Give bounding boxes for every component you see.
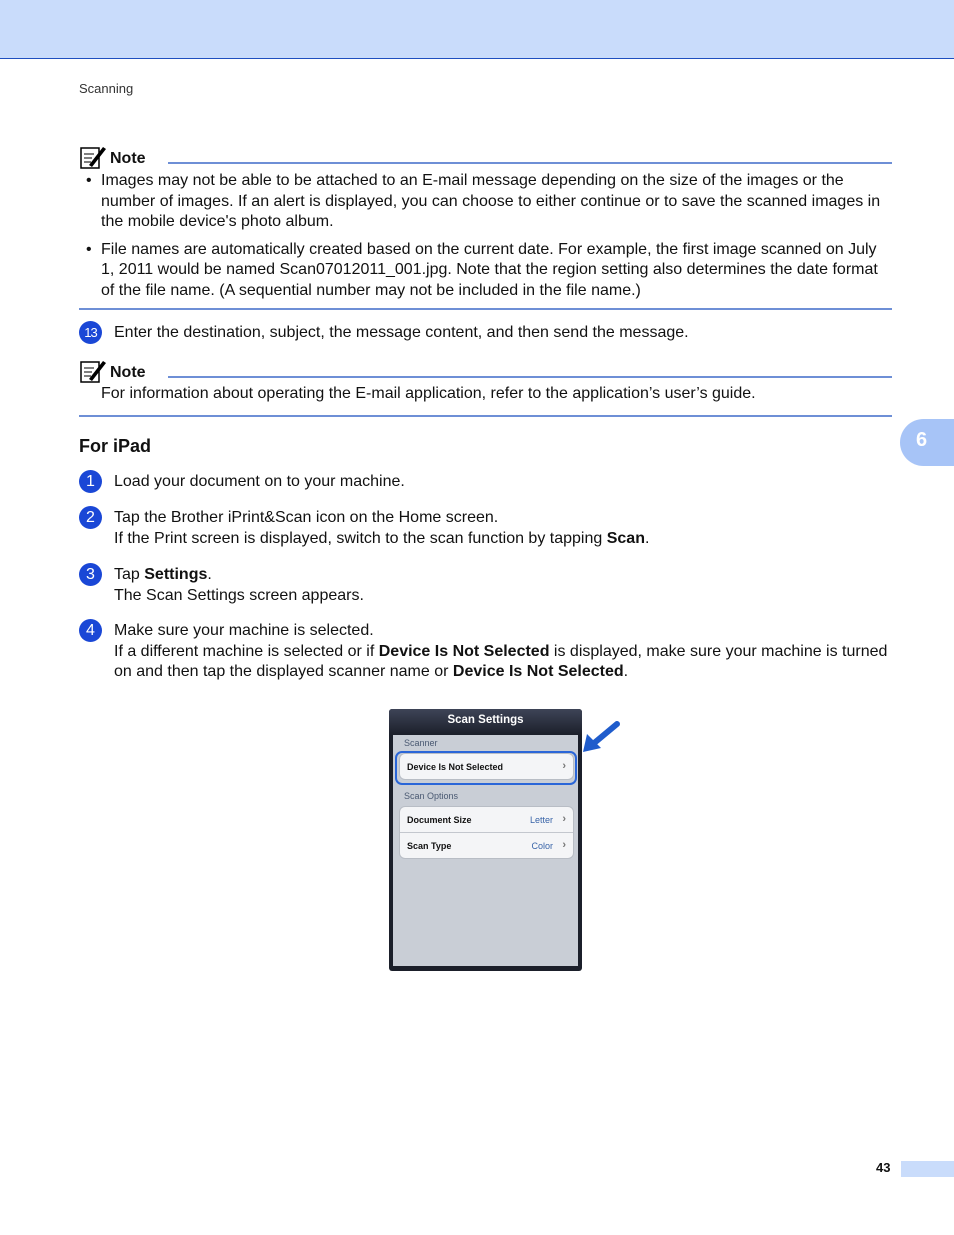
step-text: [114, 621, 894, 683]
step-line: The Scan Settings screen appears.: [114, 586, 364, 604]
note-rule: [168, 376, 892, 378]
note-bullet: • File names are automatically created based on the current date. For example, the first image scanned on July 1, 2011 would be named Scan07012011_001.jpg. Note that the region setting also determines the date format of the file name. (A sequential number may not be included in the file name.): [86, 240, 878, 299]
note-box-2: [79, 364, 892, 417]
note-bullet-text: Images may not be able to be attached to an E-mail message depending on the size of the images or the number of images. If an alert is displayed, you can choose to either continue or to save the scanned images in the mobile device's photo album.: [101, 172, 881, 230]
chapter-number: 6: [916, 429, 928, 451]
note-rule: [168, 162, 892, 164]
screenshot-title: Scan Settings: [447, 714, 524, 726]
settings-keyword: Settings: [144, 566, 208, 583]
step-text: Enter the destination, subject, the message content, and then send the message.: [114, 324, 689, 341]
scan-type-cell[interactable]: [400, 832, 573, 858]
top-header-band: [0, 0, 954, 59]
step-number-badge: 2: [79, 506, 102, 529]
step-number-badge: 13: [79, 321, 102, 344]
step-number-badge: 3: [79, 563, 102, 586]
cell-label: Document Size: [407, 815, 472, 825]
note-bullet: • Images may not be able to be attached to an E-mail message depending on the size of the images or the number of images. If an alert is displayed, you can choose to either continue or to save the scanned images in the mobile device's photo album.: [86, 172, 881, 230]
step-number-badge: 4: [79, 619, 102, 642]
note-bottom-rule: [79, 308, 892, 310]
step-line: Tap the Brother iPrint&Scan icon on the Home screen.: [114, 509, 499, 526]
scan-options-cell-group: [399, 806, 574, 859]
scan-options-group-label: Scan Options: [404, 791, 459, 801]
note-title: Note: [110, 364, 146, 381]
footer-band: [901, 1161, 954, 1177]
note-header: [79, 364, 892, 388]
note-pencil-icon: [79, 358, 107, 384]
section-label: Scanning: [79, 81, 134, 96]
step-line: If the Print screen is displayed, switch to the scan function by tapping Scan.: [114, 529, 650, 547]
document-size-cell[interactable]: [400, 807, 573, 832]
step-text: Load your document on to your machine.: [114, 473, 405, 490]
screenshot-titlebar: [389, 709, 582, 735]
note-bottom-rule: [79, 415, 892, 417]
chevron-right-icon: ›: [562, 813, 566, 825]
step-paragraph: If a different machine is selected or if Device Is Not Selected is displayed, make sure your machine is turned on and then tap the displayed scanner name or Device Is Not Selected.: [114, 642, 888, 680]
pointer-arrow-icon: [581, 720, 621, 754]
chapter-tab: [900, 419, 954, 466]
step-text: [114, 508, 894, 549]
chevron-right-icon: ›: [562, 839, 566, 851]
step-line: Make sure your machine is selected.: [114, 622, 374, 639]
step-line: Tap Settings.: [114, 566, 212, 583]
note-pencil-icon: [79, 144, 107, 170]
note-text: For information about operating the E-mail application, refer to the application’s user’s guide.: [101, 385, 756, 402]
step-text: [114, 565, 894, 606]
scanner-group-label: Scanner: [404, 738, 438, 748]
scan-settings-screenshot: [389, 709, 582, 971]
note-bullet-text: File names are automatically created based on the current date. For example, the first image scanned on July 1, 2011 would be named Scan07012011_001.jpg. Note that the region setting also determines the date format of the file name. (A sequential number may not be included in the file name.): [101, 240, 878, 299]
note-bullet-list: [79, 171, 892, 301]
device-cell-label: Device Is Not Selected: [407, 762, 504, 772]
note-title: Note: [110, 150, 146, 167]
step-number-badge: 1: [79, 470, 102, 493]
cell-value: Color: [531, 841, 553, 851]
cell-label: Scan Type: [407, 841, 452, 851]
cell-value: Letter: [529, 815, 553, 825]
selection-highlight: [395, 751, 577, 785]
chevron-right-icon: ›: [562, 760, 566, 772]
screenshot-body: [393, 735, 578, 966]
scan-keyword: Scan: [606, 529, 645, 547]
note-box-1: [79, 150, 892, 310]
section-heading: For iPad: [79, 436, 152, 456]
page-number: 43: [876, 1160, 891, 1175]
